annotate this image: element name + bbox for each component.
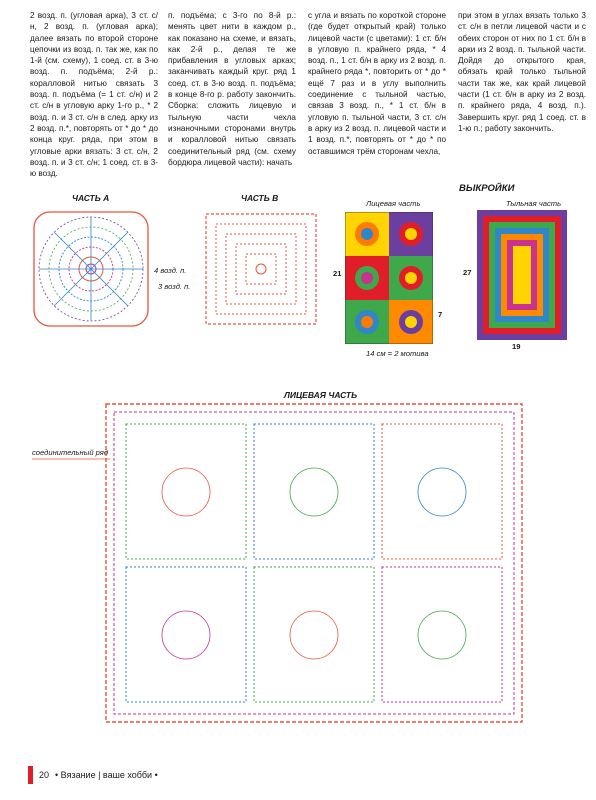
part-a-note-4: 4 возд. п. xyxy=(154,266,187,275)
dim-19: 19 xyxy=(512,342,521,351)
text-column-4: при этом в углах вязать только 3 ст. с/н в петли лицевой части и с обеих сторон от них по 1 ст. б/н в арки из 2 возд. п. тыльной части. Дойдя до открытого края, обязать край только тыльной части так же, как край лицевой части (1 ст. б/н в арку из 2 возд. п. крайнего ряда, 4 возд. п.). Завершить круг. ряд 1 соед. ст. в 1-ю п.; работу закончить. xyxy=(458,11,586,133)
join-row-label: соединительный ряд xyxy=(32,448,109,457)
part-a-title: ЧАСТЬ А xyxy=(72,193,110,203)
dim-14: 14 см = 2 мотива xyxy=(366,349,429,358)
footer-accent-bar xyxy=(28,766,33,784)
front-part-schematic xyxy=(345,212,433,344)
patterns-title: ВЫКРОЙКИ xyxy=(459,183,515,194)
part-a-diagram xyxy=(28,206,154,332)
dim-7: 7 xyxy=(438,310,443,319)
back-part-schematic xyxy=(477,210,567,340)
part-b-title: ЧАСТЬ В xyxy=(241,193,279,203)
front-part-title: ЛИЦЕВАЯ ЧАСТЬ xyxy=(284,390,358,400)
dim-27: 27 xyxy=(463,268,472,277)
footer-text: • Вязание | ваше хобби • xyxy=(55,770,158,780)
page-footer xyxy=(28,766,158,784)
part-a-note-3: 3 возд. п. xyxy=(158,282,191,291)
part-b-diagram xyxy=(202,210,320,328)
text-column-3: с угла и вязать по короткой стороне (где будет открытый край) только лицевой части (с цветами): 1 ст. б/н в угловую п. крайнего ряда, * 4 возд. п., 1 ст. б/н в арку из 2 возд. п. крайнего ряда *, повторить от * до * ещё 7 раз и в углу выполнить соединение с тыльной частью, связав 3 возд. п., * 1 ст. б/н в угловую п. тыльной части, 3 ст. с/н в арку из 2 возд. п. лицевой части и 1 возд. п.*, повторять от * до * по оставшимся трём сторонам чехла, xyxy=(308,11,446,156)
front-part-chart xyxy=(104,402,524,724)
text-column-2: п. подъёма; с 3-го по 8-й р.: менять цвет нити в каждом р., как показано на схеме, и вязать, как 2-й р., делая те же прибавления в угловых арках; заканчивать каждый круг. ряд 1 соед. ст. в 3-ю возд. п. подъёма; в конце 8-го р. работу закончить. Сборка: сложить лицевую и тыльную части чехла изнаночными сторонами внутрь и коралловой нитью связать соединительный ряд (см. схему бордюра лицевой части): начать xyxy=(168,11,296,167)
page-number: 20 xyxy=(39,770,50,780)
front-part-label: Лицевая часть xyxy=(366,199,421,208)
dim-21: 21 xyxy=(333,269,342,278)
join-row-leader xyxy=(32,456,112,462)
back-part-label: Тыльная часть xyxy=(506,199,562,208)
text-column-1: 2 возд. п. (угловая арка), 3 ст. с/н, 2 возд. п. (угловая арка); далее вязать по второй стороне цепочки из возд. п. так же, как по 1-й (см. схему), 1 соед. ст. в 3-ю возд. п. подъёма; 2-й р.: коралловой нитью связать 3 возд. п. подъёма (= 1 ст. с/н) и 2 ст. с/н в угловую арку 1-го р., * 2 возд. п. и 3 ст. с/н в след. арку из 2 возд. п.*, повторять от * до * до конца круг. ряда, при этом в угловые арки вязать: 3 ст. с/н, 2 возд. п. и 3 ст. с/н; 1 соед. ст. в 3-ю возд. xyxy=(30,11,158,179)
